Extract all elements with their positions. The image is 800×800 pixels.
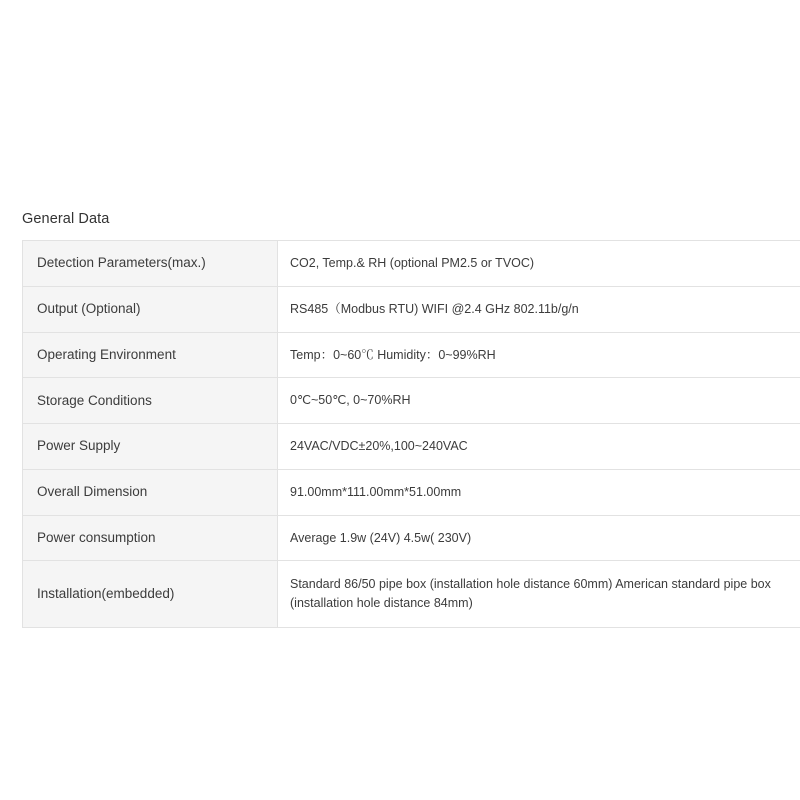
row-value: Average 1.9w (24V) 4.5w( 230V) <box>278 515 800 561</box>
table-body <box>23 241 800 628</box>
row-label: Power consumption <box>23 515 278 561</box>
row-label: Operating Environment <box>23 332 278 378</box>
row-value: 0℃~50℃, 0~70%RH <box>278 378 800 424</box>
row-value: Standard 86/50 pipe box (installation hole distance 60mm) American standard pipe box (installation hole distance 84mm) <box>278 561 800 628</box>
table-row <box>23 469 800 515</box>
row-value: Temp：0~60℃ Humidity：0~99%RH <box>278 332 800 378</box>
row-label: Overall Dimension <box>23 469 278 515</box>
general-data-table <box>22 240 800 628</box>
row-value: CO2, Temp.& RH (optional PM2.5 or TVOC) <box>278 241 800 287</box>
table-row <box>23 515 800 561</box>
table-row <box>23 332 800 378</box>
row-label: Storage Conditions <box>23 378 278 424</box>
row-label: Output (Optional) <box>23 286 278 332</box>
table-row <box>23 561 800 628</box>
row-label: Installation(embedded) <box>23 561 278 628</box>
row-value: 91.00mm*111.00mm*51.00mm <box>278 469 800 515</box>
table-row <box>23 286 800 332</box>
page-title: General Data <box>22 211 110 227</box>
row-value: RS485（Modbus RTU) WIFI @2.4 GHz 802.11b/g/n <box>278 286 800 332</box>
row-label: Detection Parameters(max.) <box>23 241 278 287</box>
row-value: 24VAC/VDC±20%,100~240VAC <box>278 424 800 470</box>
table-row <box>23 378 800 424</box>
row-label: Power Supply <box>23 424 278 470</box>
table-row <box>23 424 800 470</box>
table-row <box>23 241 800 287</box>
